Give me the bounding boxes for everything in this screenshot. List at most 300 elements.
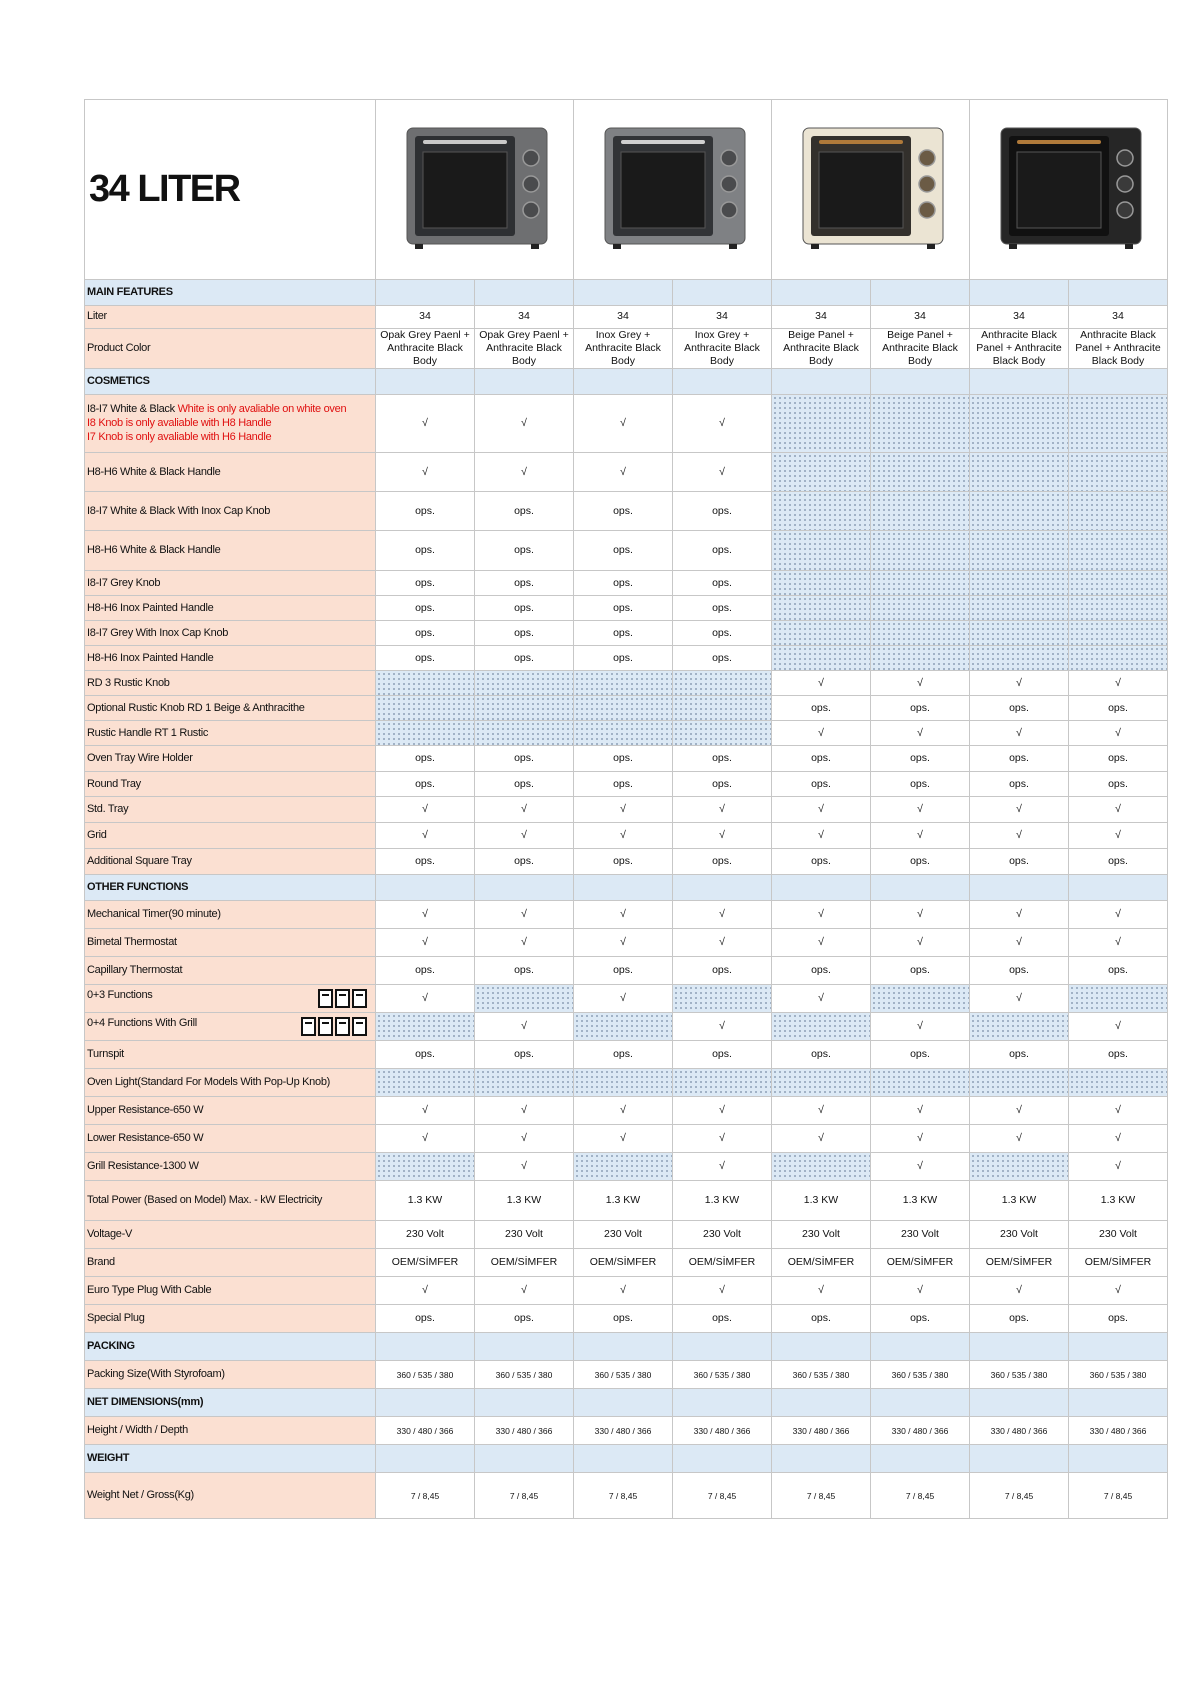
value-cell: 360 / 535 / 380 [871,1361,970,1389]
row-label [85,671,376,696]
not-available-cell [970,531,1069,571]
value-cell: ops. [673,746,772,772]
spec-row [85,492,1168,531]
section-cell [871,1333,970,1361]
row-label [85,1417,376,1445]
section-cell [673,369,772,395]
section-cell [772,280,871,306]
not-available-cell [574,1153,673,1181]
oven-function-icon [335,989,350,1008]
not-available-cell [376,671,475,696]
not-available-cell [475,1069,574,1097]
value-cell: ops. [970,1041,1069,1069]
value-cell: ops. [673,571,772,596]
product-image-4 [970,100,1168,280]
value-cell: ops. [475,531,574,571]
not-available-cell [376,1153,475,1181]
not-available-cell [376,696,475,721]
value-cell: ops. [970,1305,1069,1333]
section-cell [772,875,871,901]
row-label [85,646,376,671]
section-cell [970,369,1069,395]
value-cell: √ [1069,721,1168,746]
section-cell [574,1333,673,1361]
row-note: I7 Knob is only avaliable with H6 Handle [87,430,272,443]
row-label [85,901,376,929]
value-cell: 330 / 480 / 366 [871,1417,970,1445]
value-cell: 34 [673,306,772,329]
not-available-cell [970,646,1069,671]
spec-row [85,1097,1168,1125]
value-cell: √ [970,1097,1069,1125]
value-cell: OEM/SİMFER [772,1249,871,1277]
value-cell: √ [871,671,970,696]
spec-table [84,99,1168,1519]
section-cell [673,1389,772,1417]
spec-row [85,957,1168,985]
value-cell: √ [970,985,1069,1013]
value-cell: 7 / 8,45 [574,1473,673,1519]
row-label-text: Grid [87,829,107,841]
not-available-cell [1069,395,1168,453]
value-cell: √ [475,1097,574,1125]
section-title: OTHER FUNCTIONS [85,875,376,901]
not-available-cell [970,1153,1069,1181]
value-cell: √ [772,985,871,1013]
section-cell [970,1333,1069,1361]
value-cell: 230 Volt [673,1221,772,1249]
not-available-cell [871,395,970,453]
section-title: COSMETICS [85,369,376,395]
value-cell: √ [772,929,871,957]
spec-row [85,1125,1168,1153]
spec-row [85,696,1168,721]
value-cell: ops. [871,1041,970,1069]
row-label [85,1097,376,1125]
spec-row [85,1361,1168,1389]
not-available-cell [772,1069,871,1097]
value-cell: √ [673,823,772,849]
value-cell: OEM/SİMFER [871,1249,970,1277]
value-cell: √ [871,1125,970,1153]
not-available-cell [871,571,970,596]
row-label [85,849,376,875]
row-label-text: Euro Type Plug With Cable [87,1284,212,1296]
spec-row [85,849,1168,875]
value-cell: 330 / 480 / 366 [673,1417,772,1445]
spec-row [85,329,1168,369]
value-cell: 1.3 KW [1069,1181,1168,1221]
section-cell [475,369,574,395]
not-available-cell [1069,596,1168,621]
spec-row [85,1181,1168,1221]
value-cell: √ [475,901,574,929]
row-label-text: Brand [87,1256,115,1268]
oven-function-icon [301,1017,316,1036]
spec-row [85,596,1168,621]
section-cell [970,1445,1069,1473]
value-cell: ops. [376,772,475,797]
row-label-text: Turnspit [87,1048,124,1060]
value-cell: Opak Grey Paenl + Anthracite Black Body [475,329,574,369]
value-cell: ops. [673,1305,772,1333]
value-cell: 330 / 480 / 366 [772,1417,871,1445]
spec-row [85,772,1168,797]
section-cell [1069,280,1168,306]
section-cell [673,1333,772,1361]
value-cell: ops. [673,646,772,671]
section-cell [376,280,475,306]
row-label-text: Lower Resistance-650 W [87,1132,204,1144]
value-cell: ops. [376,531,475,571]
not-available-cell [871,1069,970,1097]
section-cell [475,1333,574,1361]
value-cell: ops. [673,596,772,621]
not-available-cell [772,621,871,646]
value-cell: ops. [673,849,772,875]
value-cell: √ [970,929,1069,957]
row-label-text: I8-I7 White & Black With Inox Cap Knob [87,504,271,517]
not-available-cell [970,1013,1069,1041]
spec-row [85,531,1168,571]
value-cell: ops. [970,957,1069,985]
row-label-text: I8-I7 Grey With Inox Cap Knob [87,626,229,639]
value-cell: √ [376,823,475,849]
value-cell: √ [673,1125,772,1153]
oven-opak-grey [385,112,565,262]
spec-row [85,453,1168,492]
value-cell: ops. [574,849,673,875]
value-cell: √ [970,721,1069,746]
value-cell: 34 [475,306,574,329]
row-label [85,957,376,985]
value-cell: Inox Grey + Anthracite Black Body [673,329,772,369]
value-cell: 7 / 8,45 [772,1473,871,1519]
value-cell: √ [871,823,970,849]
value-cell: √ [772,797,871,823]
section-cell [574,280,673,306]
value-cell: Beige Panel + Anthracite Black Body [871,329,970,369]
not-available-cell [970,453,1069,492]
value-cell: √ [970,797,1069,823]
not-available-cell [871,646,970,671]
not-available-cell [871,453,970,492]
value-cell: √ [772,1277,871,1305]
value-cell: √ [475,453,574,492]
value-cell: Anthracite Black Panel + Anthracite Black Body [1069,329,1168,369]
row-label-text: H8-H6 White & Black Handle [87,544,221,556]
value-cell: ops. [673,772,772,797]
not-available-cell [871,985,970,1013]
value-cell: ops. [970,746,1069,772]
spec-row [85,797,1168,823]
not-available-cell [475,671,574,696]
not-available-cell [772,1153,871,1181]
oven-function-icon [318,1017,333,1036]
row-label-text: Total Power (Based on Model) Max. - kW Electricity [87,1194,323,1206]
section-cell [772,1333,871,1361]
not-available-cell [1069,571,1168,596]
row-label-text: Bimetal Thermostat [87,936,177,948]
value-cell: ops. [871,772,970,797]
value-cell: √ [475,1013,574,1041]
value-cell: ops. [475,1041,574,1069]
value-cell: √ [475,1153,574,1181]
value-cell: ops. [1069,1305,1168,1333]
value-cell: ops. [673,531,772,571]
value-cell: √ [376,1125,475,1153]
value-cell: 230 Volt [970,1221,1069,1249]
value-cell: 34 [1069,306,1168,329]
row-label-text: Upper Resistance-650 W [87,1104,204,1116]
value-cell: OEM/SİMFER [574,1249,673,1277]
row-label [85,1305,376,1333]
value-cell: 360 / 535 / 380 [1069,1361,1168,1389]
row-label-text: Oven Tray Wire Holder [87,752,193,764]
section-row [85,1445,1168,1473]
oven-function-icon [318,989,333,1008]
value-cell: √ [772,1097,871,1125]
value-cell: 34 [970,306,1069,329]
spec-row [85,1277,1168,1305]
row-label-text: H8-H6 Inox Painted Handle [87,651,214,664]
value-cell: OEM/SİMFER [1069,1249,1168,1277]
value-cell: √ [376,929,475,957]
value-cell: √ [376,985,475,1013]
section-row [85,1389,1168,1417]
row-label-text: Liter [87,310,107,323]
row-label-text: Grill Resistance-1300 W [87,1160,199,1172]
not-available-cell [871,621,970,646]
not-available-cell [1069,646,1168,671]
section-cell [871,875,970,901]
value-cell: 7 / 8,45 [475,1473,574,1519]
value-cell: √ [475,1125,574,1153]
value-cell: √ [376,453,475,492]
value-cell: ops. [970,772,1069,797]
value-cell: √ [772,901,871,929]
value-cell: Anthracite Black Panel + Anthracite Black Body [970,329,1069,369]
not-available-cell [772,453,871,492]
not-available-cell [1069,621,1168,646]
row-label-text: Additional Square Tray [87,855,192,867]
not-available-cell [574,1069,673,1097]
value-cell: OEM/SİMFER [673,1249,772,1277]
section-cell [574,369,673,395]
value-cell: 230 Volt [376,1221,475,1249]
value-cell: ops. [1069,696,1168,721]
section-cell [574,1445,673,1473]
not-available-cell [1069,531,1168,571]
value-cell: √ [1069,1013,1168,1041]
value-cell: 360 / 535 / 380 [970,1361,1069,1389]
value-cell: ops. [376,746,475,772]
row-label [85,1473,376,1519]
not-available-cell [772,395,871,453]
not-available-cell [970,492,1069,531]
value-cell: √ [871,797,970,823]
row-label [85,772,376,797]
section-cell [970,280,1069,306]
row-label-text: Voltage-V [87,1228,133,1240]
value-cell: ops. [376,492,475,531]
value-cell: √ [871,721,970,746]
value-cell: OEM/SİMFER [970,1249,1069,1277]
value-cell: ops. [475,596,574,621]
row-label-text: Std. Tray [87,803,129,815]
section-cell [772,1445,871,1473]
row-label-text: H8-H6 Inox Painted Handle [87,601,214,614]
section-cell [376,369,475,395]
value-cell: √ [1069,671,1168,696]
row-note: I8 Knob is only avaliable with H8 Handle [87,417,272,429]
value-cell: ops. [772,957,871,985]
spec-row [85,1153,1168,1181]
spec-sheet [84,99,1167,1519]
value-cell: 360 / 535 / 380 [574,1361,673,1389]
section-cell [970,1389,1069,1417]
row-label [85,797,376,823]
value-cell: ops. [574,571,673,596]
value-cell: √ [475,1277,574,1305]
row-label-text: Packing Size(With Styrofoam) [87,1368,225,1380]
value-cell: ops. [574,772,673,797]
value-cell: ops. [574,1305,673,1333]
value-cell: √ [673,1097,772,1125]
row-label-text: I8-I7 White & Black [87,403,178,416]
not-available-cell [772,571,871,596]
section-title: NET DIMENSIONS(mm) [85,1389,376,1417]
value-cell: ops. [574,1041,673,1069]
value-cell: 1.3 KW [475,1181,574,1221]
value-cell: 330 / 480 / 366 [376,1417,475,1445]
row-label [85,1249,376,1277]
section-row [85,1333,1168,1361]
value-cell: 330 / 480 / 366 [475,1417,574,1445]
section-cell [673,1445,772,1473]
section-title: PACKING [85,1333,376,1361]
section-cell [1069,369,1168,395]
spec-row [85,1417,1168,1445]
value-cell: √ [574,1097,673,1125]
value-cell: ops. [574,492,673,531]
not-available-cell [1069,985,1168,1013]
value-cell: √ [574,823,673,849]
row-label [85,596,376,621]
spec-row [85,1221,1168,1249]
not-available-cell [673,671,772,696]
not-available-cell [574,1013,673,1041]
value-cell: 230 Volt [475,1221,574,1249]
value-cell: ops. [475,772,574,797]
section-cell [1069,1389,1168,1417]
value-cell: ops. [376,596,475,621]
value-cell: 1.3 KW [673,1181,772,1221]
value-cell: 1.3 KW [376,1181,475,1221]
value-cell: √ [970,1125,1069,1153]
value-cell: 330 / 480 / 366 [970,1417,1069,1445]
not-available-cell [772,646,871,671]
spec-row [85,1041,1168,1069]
value-cell: √ [574,929,673,957]
value-cell: √ [1069,1125,1168,1153]
value-cell: √ [772,721,871,746]
value-cell: ops. [574,746,673,772]
value-cell: ops. [376,571,475,596]
value-cell: 34 [871,306,970,329]
row-label [85,1361,376,1389]
row-label [85,329,376,369]
value-cell: √ [1069,1277,1168,1305]
value-cell: √ [673,901,772,929]
value-cell: Beige Panel + Anthracite Black Body [772,329,871,369]
value-cell: √ [871,1153,970,1181]
value-cell: ops. [475,849,574,875]
not-available-cell [475,985,574,1013]
row-label [85,823,376,849]
spec-row [85,306,1168,329]
value-cell: 1.3 KW [970,1181,1069,1221]
row-label [85,531,376,571]
value-cell: ops. [574,621,673,646]
value-cell: 360 / 535 / 380 [772,1361,871,1389]
section-cell [871,1389,970,1417]
row-label [85,746,376,772]
value-cell: ops. [475,746,574,772]
not-available-cell [1069,1069,1168,1097]
value-cell: √ [673,797,772,823]
value-cell: ops. [376,1041,475,1069]
spec-row [85,1069,1168,1097]
value-cell: √ [970,671,1069,696]
value-cell: ops. [475,646,574,671]
value-cell: √ [970,1277,1069,1305]
not-available-cell [772,492,871,531]
value-cell: √ [970,823,1069,849]
value-cell: 7 / 8,45 [376,1473,475,1519]
section-cell [376,1445,475,1473]
value-cell: √ [1069,1097,1168,1125]
row-label [85,985,376,1013]
value-cell: 34 [574,306,673,329]
not-available-cell [772,1013,871,1041]
row-label-text: H8-H6 White & Black Handle [87,465,221,478]
section-cell [1069,1333,1168,1361]
function-icons [301,1017,367,1036]
not-available-cell [871,596,970,621]
not-available-cell [772,596,871,621]
value-cell: √ [673,929,772,957]
row-label [85,929,376,957]
not-available-cell [673,696,772,721]
value-cell: 230 Volt [871,1221,970,1249]
spec-row [85,901,1168,929]
section-cell [1069,1445,1168,1473]
product-image-2 [574,100,772,280]
spec-row [85,646,1168,671]
value-cell: ops. [871,957,970,985]
value-cell: ops. [772,696,871,721]
value-cell: √ [772,671,871,696]
value-cell: √ [475,395,574,453]
not-available-cell [871,531,970,571]
row-label [85,1013,376,1041]
row-label-text: Round Tray [87,777,141,790]
value-cell: √ [871,1277,970,1305]
value-cell: ops. [574,646,673,671]
section-cell [475,1445,574,1473]
value-cell: ops. [1069,772,1168,797]
